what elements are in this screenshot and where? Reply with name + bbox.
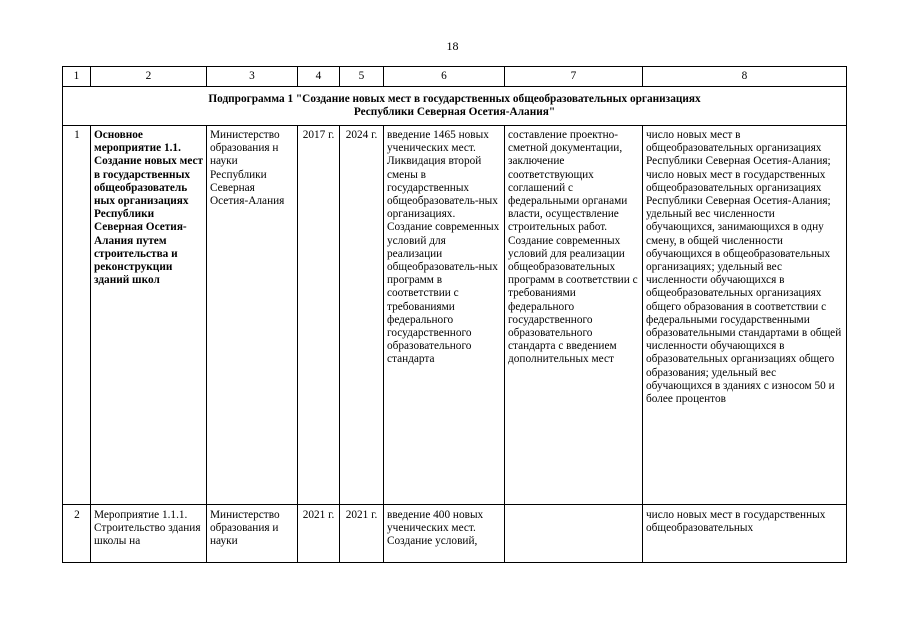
- subprogram-title: [63, 87, 847, 126]
- header-cell: 3: [207, 67, 298, 87]
- header-row: [63, 67, 847, 87]
- expected-result: введение 400 новых ученических мест. Создание условий,: [384, 505, 505, 563]
- end-year: 2024 г.: [340, 126, 384, 505]
- table-row: [63, 126, 847, 505]
- executor: Министерство образования н науки Республики Северная Осетия-Алания: [207, 126, 298, 505]
- executor: Министерство образования и науки: [207, 505, 298, 563]
- table-row: [63, 505, 847, 563]
- indicators: число новых мест в государственных общеобразовательных: [643, 505, 847, 563]
- row-number: 1: [63, 126, 91, 505]
- row-number: 2: [63, 505, 91, 563]
- measure-name: Основное мероприятие 1.1. Создание новых мест в государственных общеобразователь ных организациях Республики Северная Осетия-Алания путем строительства и реконструкции зданий школ: [91, 126, 207, 505]
- header-cell: 5: [340, 67, 384, 87]
- indicators: число новых мест в общеобразовательных организациях Республики Северная Осетия-Алания; число новых мест в государственных общеобразовательных организациях Республики Северная Осетия-Алания; удельный вес численности обучающихся, занимающихся в одну смену, в общей численности обучающихся в общеобразовательных организациях; удельный вес численности обучающихся в общеобразовательных организациях общего образования в соответствии с федеральными государственными образовательными стандартами в общей численности обучающихся в образовательных организациях общего образования; удельный вес обучающихся в зданиях с износом 50 и более процентов: [643, 126, 847, 505]
- page-number: 18: [446, 39, 459, 53]
- start-year: 2017 г.: [298, 126, 340, 505]
- header-cell: 7: [505, 67, 643, 87]
- measure-name: Мероприятие 1.1.1. Строительство здания школы на: [91, 505, 207, 563]
- header-cell: 6: [384, 67, 505, 87]
- header-cell: 1: [63, 67, 91, 87]
- header-cell: 4: [298, 67, 340, 87]
- expected-result: введение 1465 новых ученических мест. Ликвидация второй смены в государственных общеобразователь-ных организациях. Создание современных условий для реализации общеобразователь-ных программ в соответствии с требованиями федерального государственного образовательного стандарта: [384, 126, 505, 505]
- header-cell: 8: [643, 67, 847, 87]
- subprogram-title-line1: Подпрограмма 1 "Создание новых мест в государственных общеобразовательных организациях: [208, 92, 701, 105]
- main-directions: составление проектно-сметной документации, заключение соответствующих соглашений с федеральными органами власти, осуществление строительных работ. Создание современных условий для реализации общеобразовательных программ в соответствии с требованиями федерального государственного образовательного стандарта с введением дополнительных мест: [505, 126, 643, 505]
- subprogram-row: [63, 87, 847, 126]
- main-directions: [505, 505, 643, 563]
- header-cell: 2: [91, 67, 207, 87]
- subprogram-title-line2: Республики Северная Осетия-Алания": [353, 106, 556, 118]
- program-table: [62, 66, 847, 563]
- end-year: 2021 г.: [340, 505, 384, 563]
- start-year: 2021 г.: [298, 505, 340, 563]
